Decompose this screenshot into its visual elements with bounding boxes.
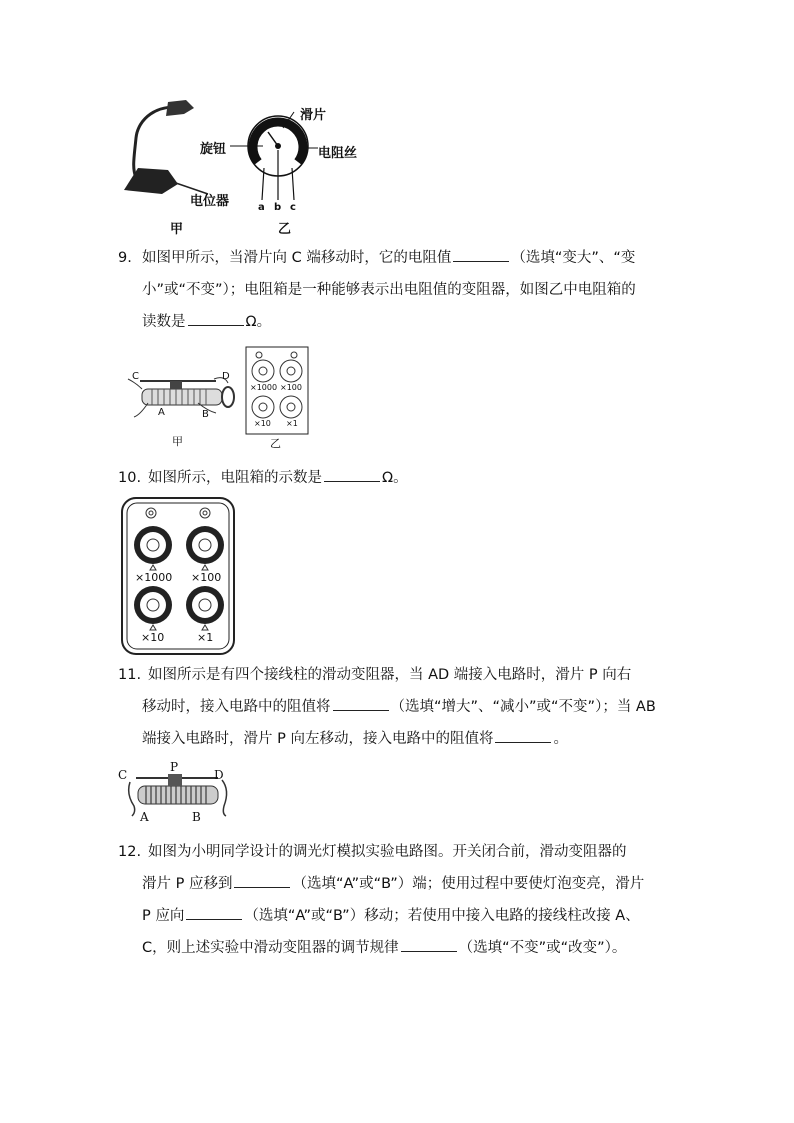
question-text: 。 [553,731,568,747]
question-line [142,723,568,755]
question-line [142,691,656,723]
question-text: 移动时，接入电路中的阻值将 [142,699,331,715]
figure-q10-resistance-box [121,497,235,655]
question-text: 如图为小明同学设计的调光灯模拟实验电路图。开关闭合前，滑动变阻器的 [148,844,627,860]
multiplier-10: ×10 [141,631,165,644]
answer-blank[interactable] [453,247,509,262]
question-line [148,659,631,691]
terminal-b: B [202,409,209,420]
multiplier-100: ×100 [280,383,302,392]
terminal-b: B [192,810,201,824]
terminal-a: A [158,407,165,418]
terminal-d: D [214,768,224,782]
question-number: 11. [118,667,142,683]
figure-q11-rheostat [118,760,238,828]
question-line [148,462,408,494]
multiplier-1: ×1 [286,419,298,428]
question-line [148,836,627,868]
multiplier-1: ×1 [197,631,214,644]
question-text: 如图所示，电阻箱的示数是 [148,470,322,486]
terminal-c: C [118,768,128,782]
answer-blank[interactable] [324,467,380,482]
question-text: 滑片 P 应移到 [142,876,233,892]
question-text: P 应向 [142,908,185,924]
question-text: 如图所示是有四个接线柱的滑动变阻器，当 AD 端接入电路时，滑片 P 向右 [148,667,632,683]
question-text: （选填“变大”、“变 [511,250,636,266]
slider-p: P [170,760,179,774]
question-11 [118,659,678,755]
answer-blank[interactable] [234,873,290,888]
multiplier-1000: ×1000 [135,571,173,584]
label-slider: 滑片 [300,108,327,123]
question-number: 10. [118,470,142,486]
answer-blank[interactable] [495,728,551,743]
answer-blank[interactable] [188,311,244,326]
terminal-c: C [132,371,139,382]
question-text: 如图甲所示，当滑片向 C 端移动时，它的电阻值 [142,250,452,266]
terminal-d: D [222,371,230,382]
multiplier-100: ×100 [191,571,222,584]
question-text: 端接入电路时，滑片 P 向左移动，接入电路中的阻值将 [142,731,494,747]
question-9 [118,242,678,338]
question-text: Ω。 [382,470,408,486]
terminal-c: c [290,202,296,213]
question-line [142,932,626,964]
question-text: （选填“A”或“B”）端；使用过程中要使灯泡变亮，滑片 [292,876,645,892]
figure-potentiometer [118,98,368,238]
terminal-b: b [274,202,282,213]
question-12 [118,836,678,964]
question-10 [118,462,678,494]
question-line [142,274,636,306]
caption-yi: 乙 [270,437,281,450]
question-number: 12. [118,844,142,860]
question-line [142,242,635,274]
caption-jia: 甲 [172,435,183,448]
question-text: 小”或“不变”）；电阻箱是一种能够表示出电阻值的变阻器，如图乙中电阻箱的 [142,282,636,298]
label-knob: 旋钮 [200,142,227,157]
multiplier-1000: ×1000 [250,383,278,392]
potentiometer-drawing [118,98,368,238]
question-line [142,868,644,900]
question-number: 9. [118,250,132,266]
question-line [142,306,271,338]
label-resistance-wire: 电阻丝 [318,146,358,161]
question-line [142,900,640,932]
question-text: （选填“不变”或“改变”）。 [458,940,627,956]
label-potentiometer: 电位器 [190,194,230,209]
question-text: 读数是 [142,314,186,330]
terminal-a: A [140,810,149,824]
caption-yi: 乙 [278,222,292,237]
terminal-a: a [258,202,265,213]
question-text: C，则上述实验中滑动变阻器的调节规律 [142,940,399,956]
caption-jia: 甲 [170,222,184,237]
question-text: （选填“增大”、“减小”或“不变”）；当 AB [390,699,656,715]
question-text: Ω。 [245,314,272,330]
answer-blank[interactable] [333,696,389,711]
answer-blank[interactable] [186,905,242,920]
figure-q9 [118,345,318,450]
multiplier-10: ×10 [254,419,271,428]
answer-blank[interactable] [401,937,457,952]
rheostat-and-resistance-box [118,345,318,450]
question-text: （选填“A”或“B”）移动；若使用中接入电路的接线柱改接 A、 [244,908,640,924]
